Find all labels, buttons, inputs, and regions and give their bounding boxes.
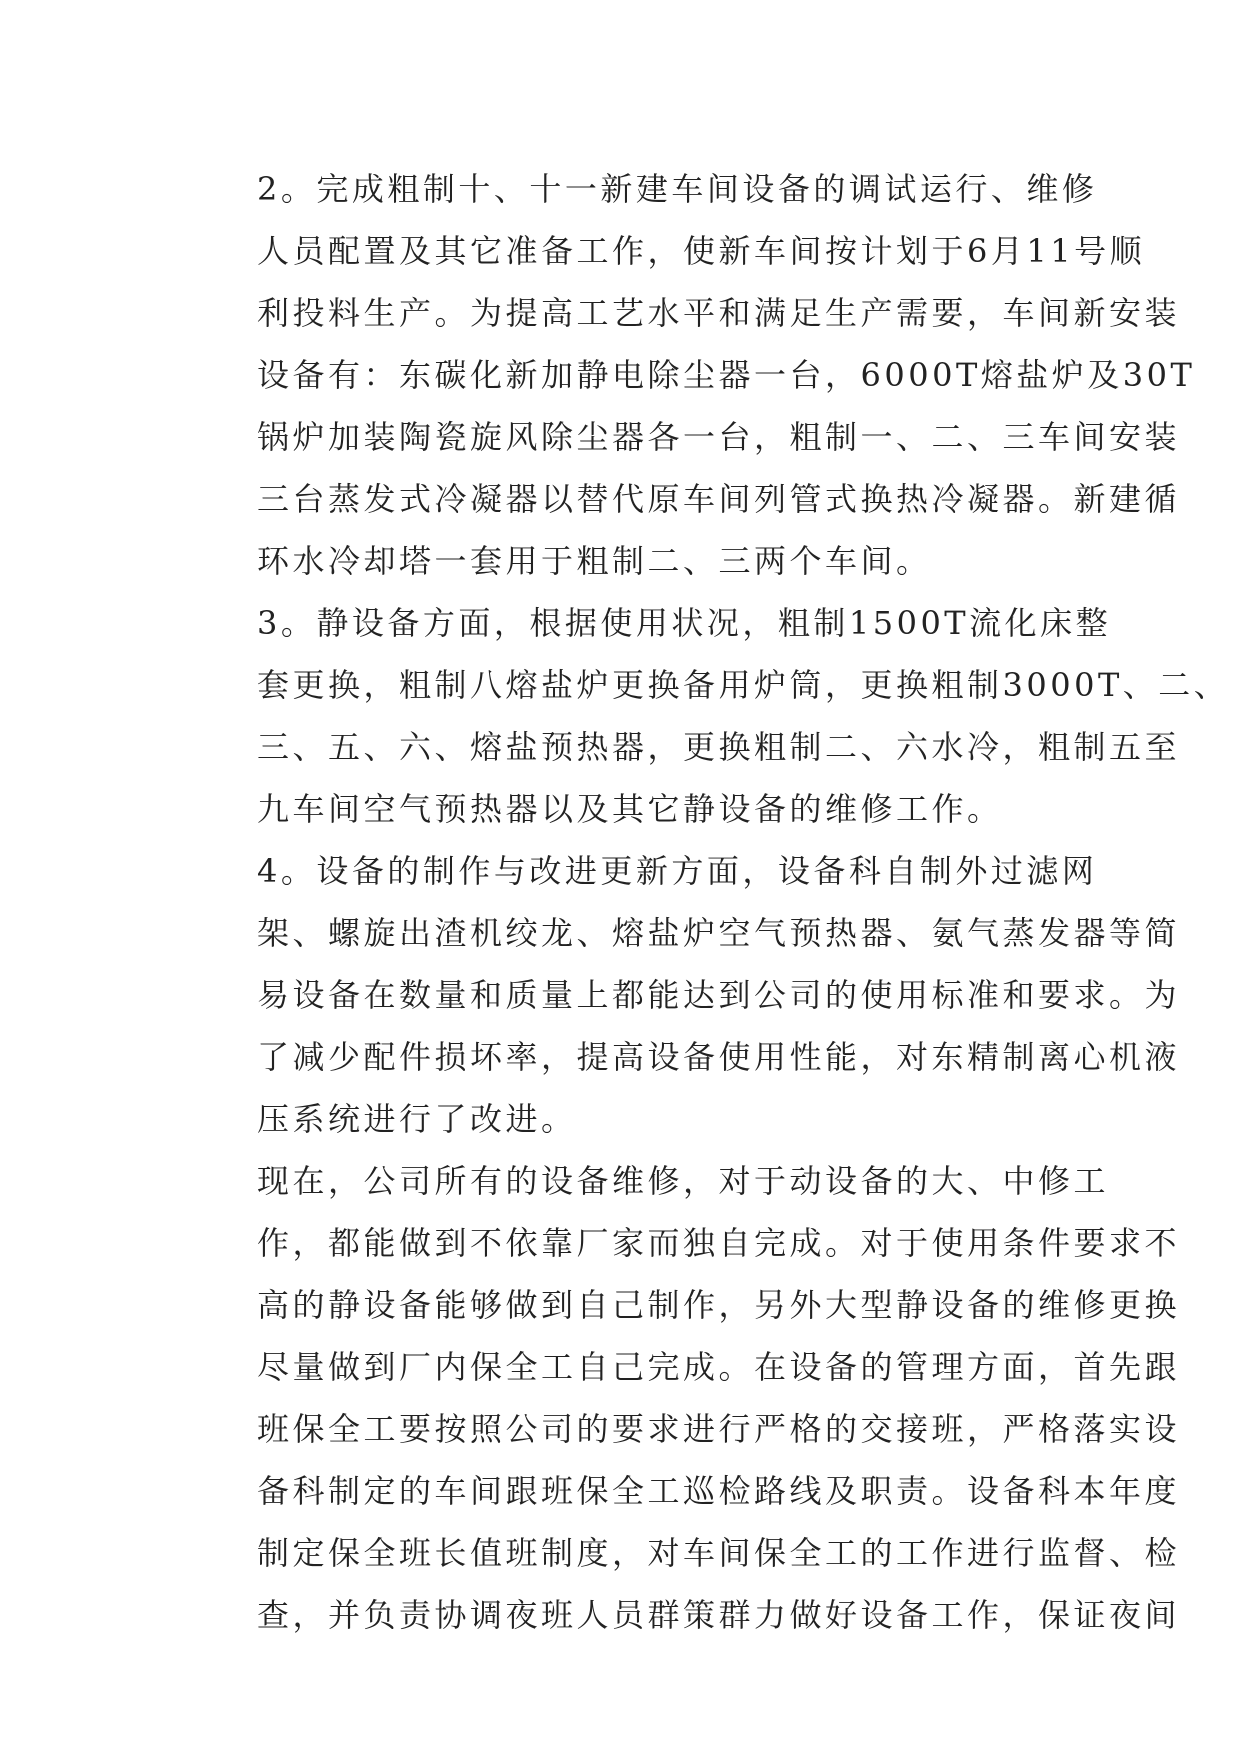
text-line: 查，并负责协调夜班人员群策群力做好设备工作，保证夜间: [257, 1596, 1181, 1634]
text-line: 备科制定的车间跟班保全工巡检路线及职责。设备科本年度: [257, 1472, 1181, 1510]
document-body: [191, 158, 1230, 1646]
text-line: 九车间空气预热器以及其它静设备的维修工作。: [257, 790, 1003, 828]
paragraph-static-equipment: [191, 592, 1230, 840]
text-line: 4。设备的制作与改进更新方面，设备科自制外过滤网: [257, 852, 1098, 890]
text-line: 作，都能做到不依靠厂家而独自完成。对于使用条件要求不: [257, 1224, 1181, 1262]
text-line: 班保全工要按照公司的要求进行严格的交接班，严格落实设: [257, 1410, 1181, 1448]
text-line: 环水冷却塔一套用于粗制二、三两个车间。: [257, 542, 932, 580]
text-line: 制定保全班长值班制度，对车间保全工的工作进行监督、检: [257, 1534, 1181, 1572]
paragraph-equipment-fabrication: [191, 840, 1181, 1150]
text-line: 压系统进行了改进。: [257, 1100, 577, 1138]
text-line: 了减少配件损坏率，提高设备使用性能，对东精制离心机液: [257, 1038, 1181, 1076]
text-line: 三台蒸发式冷凝器以替代原车间列管式换热冷凝器。新建循: [257, 480, 1181, 518]
text-line: 现在，公司所有的设备维修，对于动设备的大、中修工: [257, 1162, 1110, 1200]
text-line: 设备有：东碳化新加静电除尘器一台，6000T熔盐炉及30T: [257, 356, 1196, 394]
text-line: 尽量做到厂内保全工自己完成。在设备的管理方面，首先跟: [257, 1348, 1181, 1386]
text-line: 3。静设备方面，根据使用状况，粗制1500T流化床整: [257, 604, 1112, 642]
text-line: 三、五、六、熔盐预热器，更换粗制二、六水冷，粗制五至: [257, 728, 1181, 766]
paragraph-maintenance-management: [191, 1150, 1181, 1646]
paragraph-equipment-commissioning: [191, 158, 1196, 592]
text-line: 利投料生产。为提高工艺水平和满足生产需要，车间新安装: [257, 294, 1181, 332]
text-line: 人员配置及其它准备工作，使新车间按计划于6月11号顺: [257, 232, 1146, 270]
text-line: 高的静设备能够做到自己制作，另外大型静设备的维修更换: [257, 1286, 1181, 1324]
text-line: 套更换，粗制八熔盐炉更换备用炉筒，更换粗制3000T、二、: [257, 666, 1230, 704]
text-line: 易设备在数量和质量上都能达到公司的使用标准和要求。为: [257, 976, 1181, 1014]
text-line: 锅炉加装陶瓷旋风除尘器各一台，粗制一、二、三车间安装: [257, 418, 1181, 456]
text-line: 架、螺旋出渣机绞龙、熔盐炉空气预热器、氨气蒸发器等简: [257, 914, 1181, 952]
text-line: 2。完成粗制十、十一新建车间设备的调试运行、维修: [257, 170, 1098, 208]
